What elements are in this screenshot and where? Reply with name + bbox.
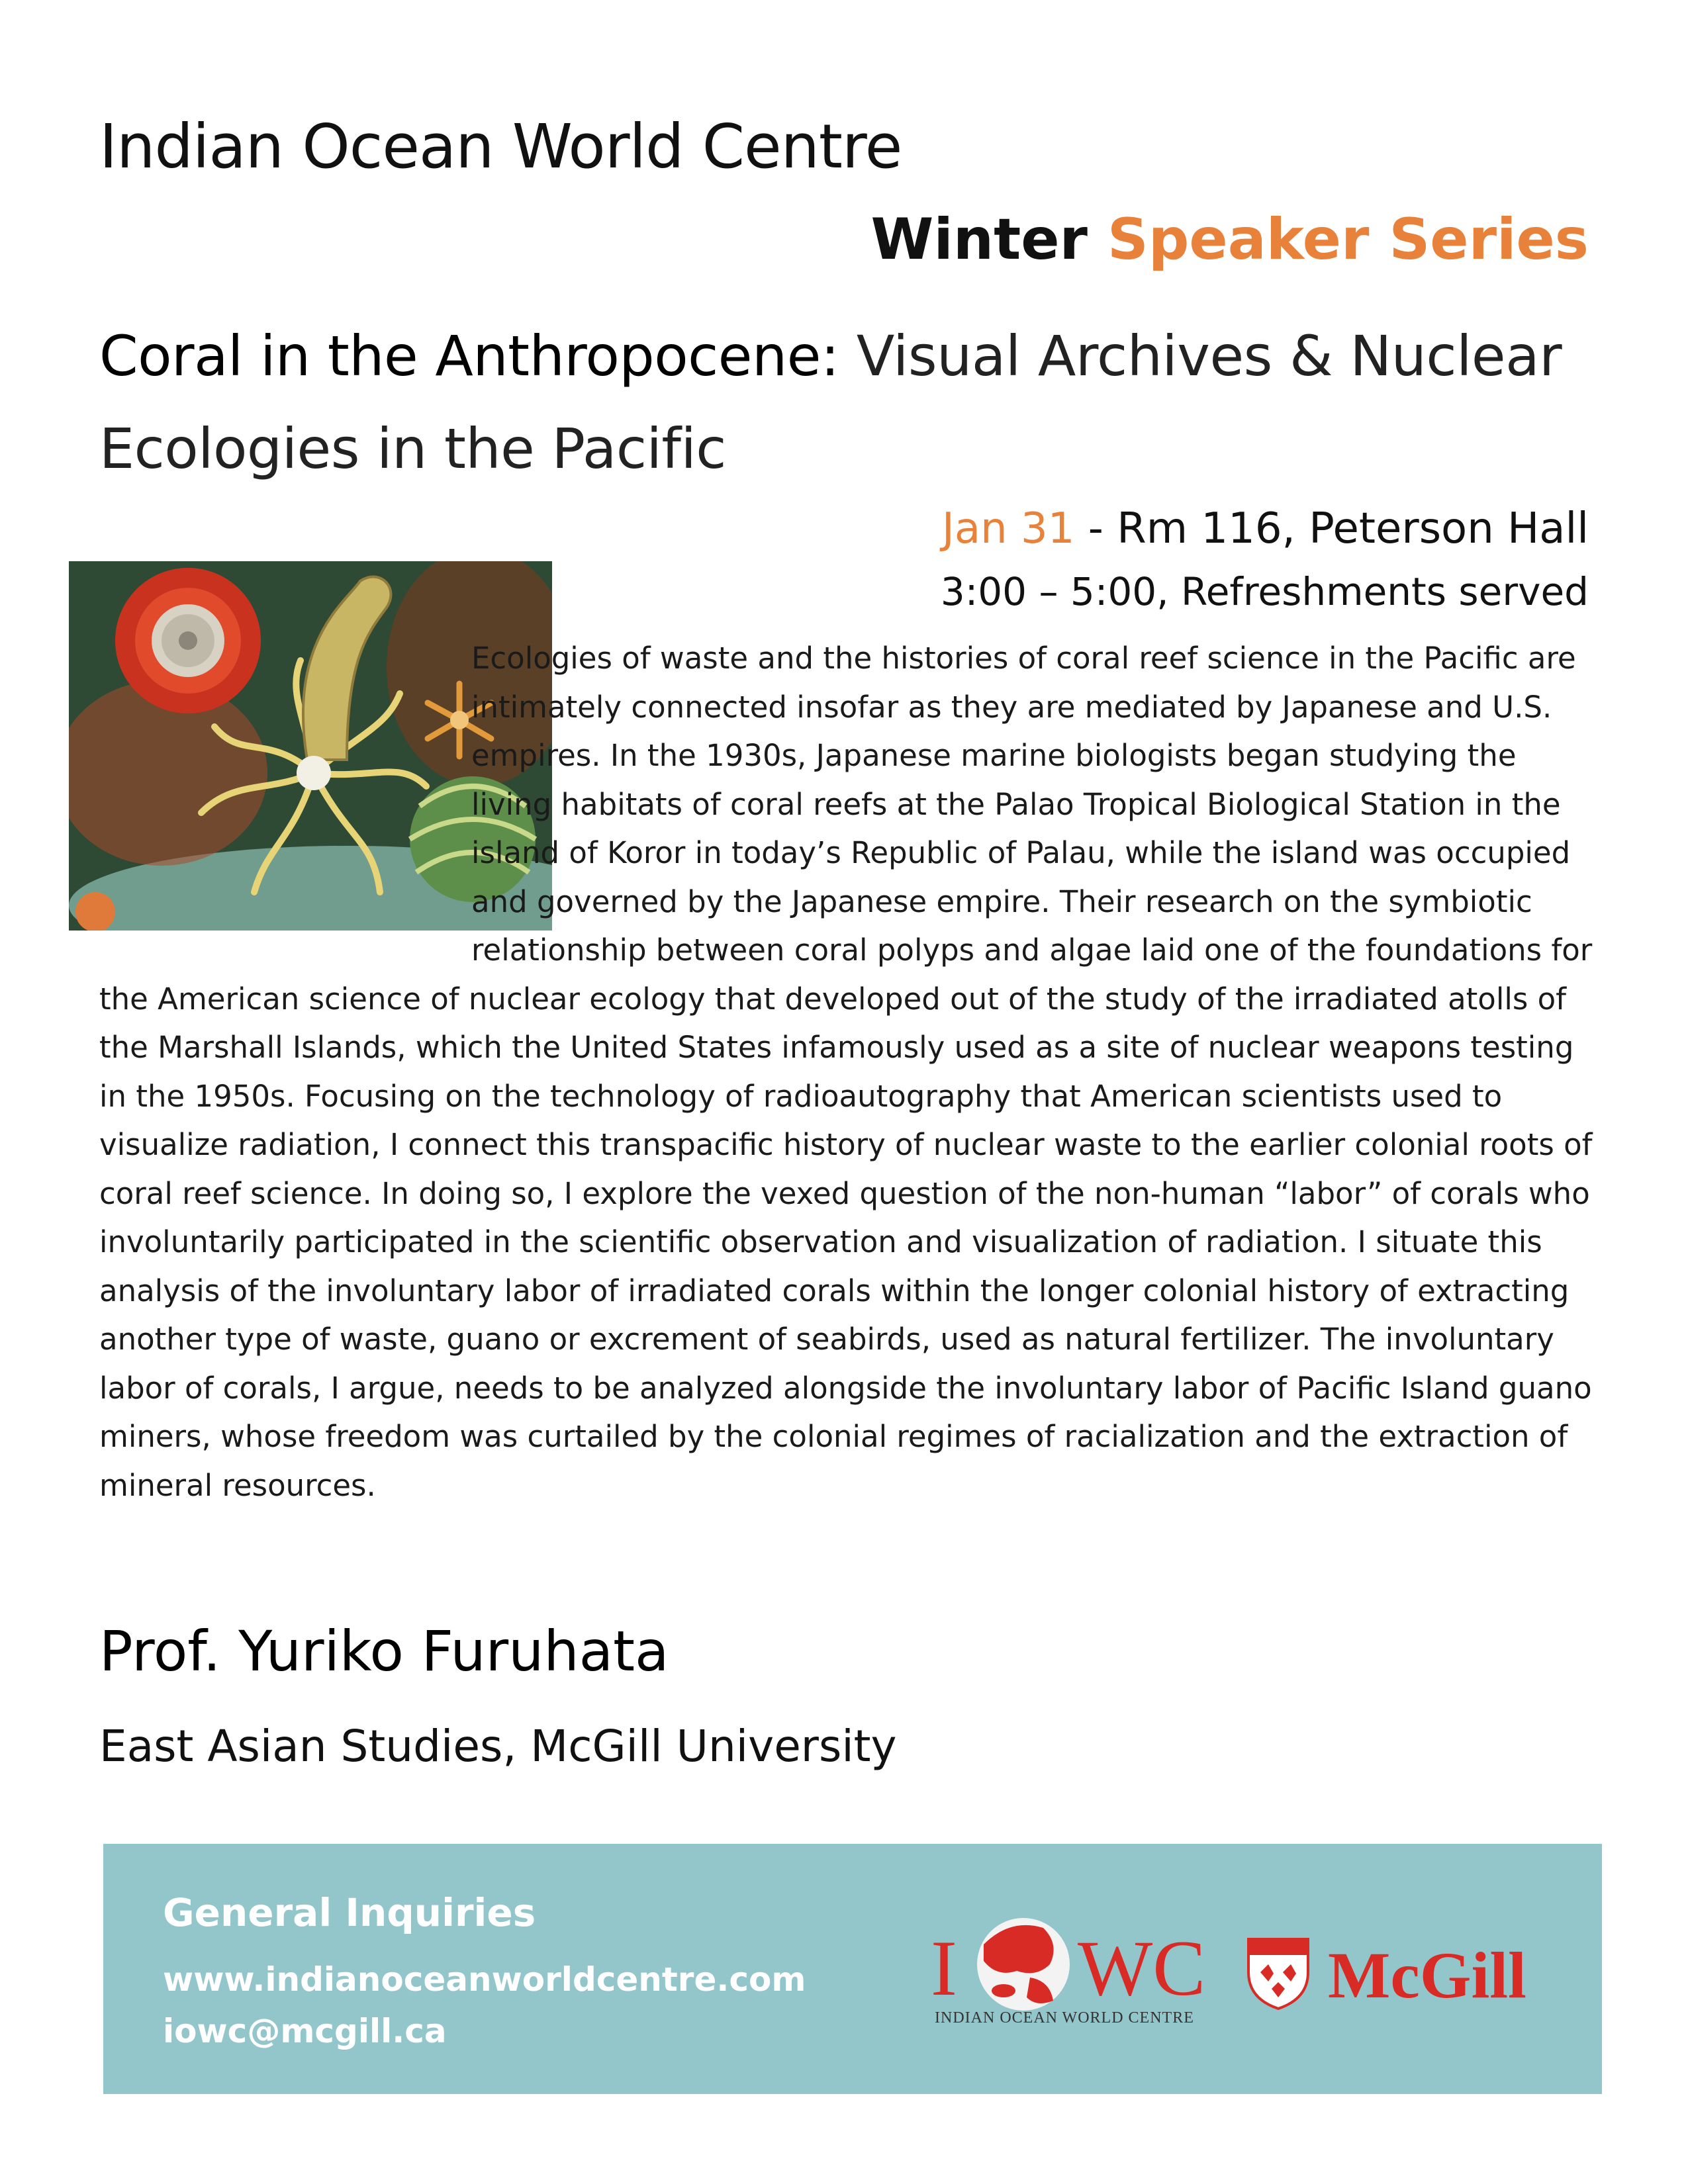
speaker-name: Prof. Yuriko Furuhata xyxy=(99,1619,669,1684)
inquiries-label: General Inquiries xyxy=(163,1890,536,1935)
event-location: - Rm 116, Peterson Hall xyxy=(1088,504,1589,553)
mcgill-wordmark: McGill xyxy=(1328,1938,1526,2012)
org-title: Indian Ocean World Centre xyxy=(99,111,902,182)
contact-footer xyxy=(103,1844,1602,2094)
talk-title-rest: Visual Archives & Nuclear Ecologies in the Pacific xyxy=(99,324,1562,481)
series-prefix: Winter xyxy=(870,206,1088,273)
email-link[interactable]: iowc@mcgill.ca xyxy=(163,2012,447,2050)
abstract-body: Ecologies of waste and the histories of coral reef science in the Pacific are intimately connected insofar as they are mediated by Japanese and U.S. empires. In the 1930s, Japanese marine biologists began studying the living habitats of coral reefs at the Palao Tropical Biological Station in the island of Koror in today’s Republic of Palau, while the island was occupied and governed by the Japanese empire. Their research on the symbiotic relationship between coral polyps and algae laid one of the foundations for the American science of nuclear ecology that developed out of the study of the irradiated atolls of the Marshall Islands, which the United States infamously used as a site of nuclear weapons testing in the 1950s. Focusing on the technology of radioautography that American scientists used to visualize radiation, I connect this transpacific history of nuclear waste to the earlier colonial roots of coral reef science. In doing so, I explore the vexed question of the non-human “labor” of corals who involuntarily participated in the scientific observation and visualization of radiation. I situate this analysis of the involuntary labor of irradiated corals within the longer colonial history of extracting another type of waste, guano or excrement of seabirds, used as natural fertilizer. The involuntary labor of corals, I argue, needs to be analyzed alongside the involuntary labor of Pacific Island guano miners, whose freedom was curtailed by the colonial regimes of racialization and the extraction of mineral resources. xyxy=(99,641,1593,1503)
speaker-affiliation: East Asian Studies, McGill University xyxy=(99,1721,897,1772)
image-wrap-spacer xyxy=(0,634,471,962)
event-time: 3:00 – 5:00, Refreshments served xyxy=(940,569,1589,614)
talk-title xyxy=(99,310,1595,495)
series-title xyxy=(871,206,1589,273)
website-link[interactable]: www.indianoceanworldcentre.com xyxy=(163,1960,806,1999)
iowc-logo-wc: WC xyxy=(1078,1924,1206,2012)
iowc-logo-caption: INDIAN OCEAN WORLD CENTRE xyxy=(935,2009,1194,2026)
mcgill-logo xyxy=(1242,1933,1586,2012)
event-date: Jan 31 xyxy=(942,504,1075,553)
abstract-text xyxy=(99,634,1597,1510)
globe-icon xyxy=(977,1918,1070,2011)
series-accent: Speaker Series xyxy=(1107,206,1589,273)
iowc-logo-i: I xyxy=(931,1924,957,2012)
event-date-location xyxy=(942,504,1589,553)
talk-title-lead: Coral in the Anthropocene: xyxy=(99,324,839,388)
mcgill-shield-icon xyxy=(1248,1939,1308,2009)
